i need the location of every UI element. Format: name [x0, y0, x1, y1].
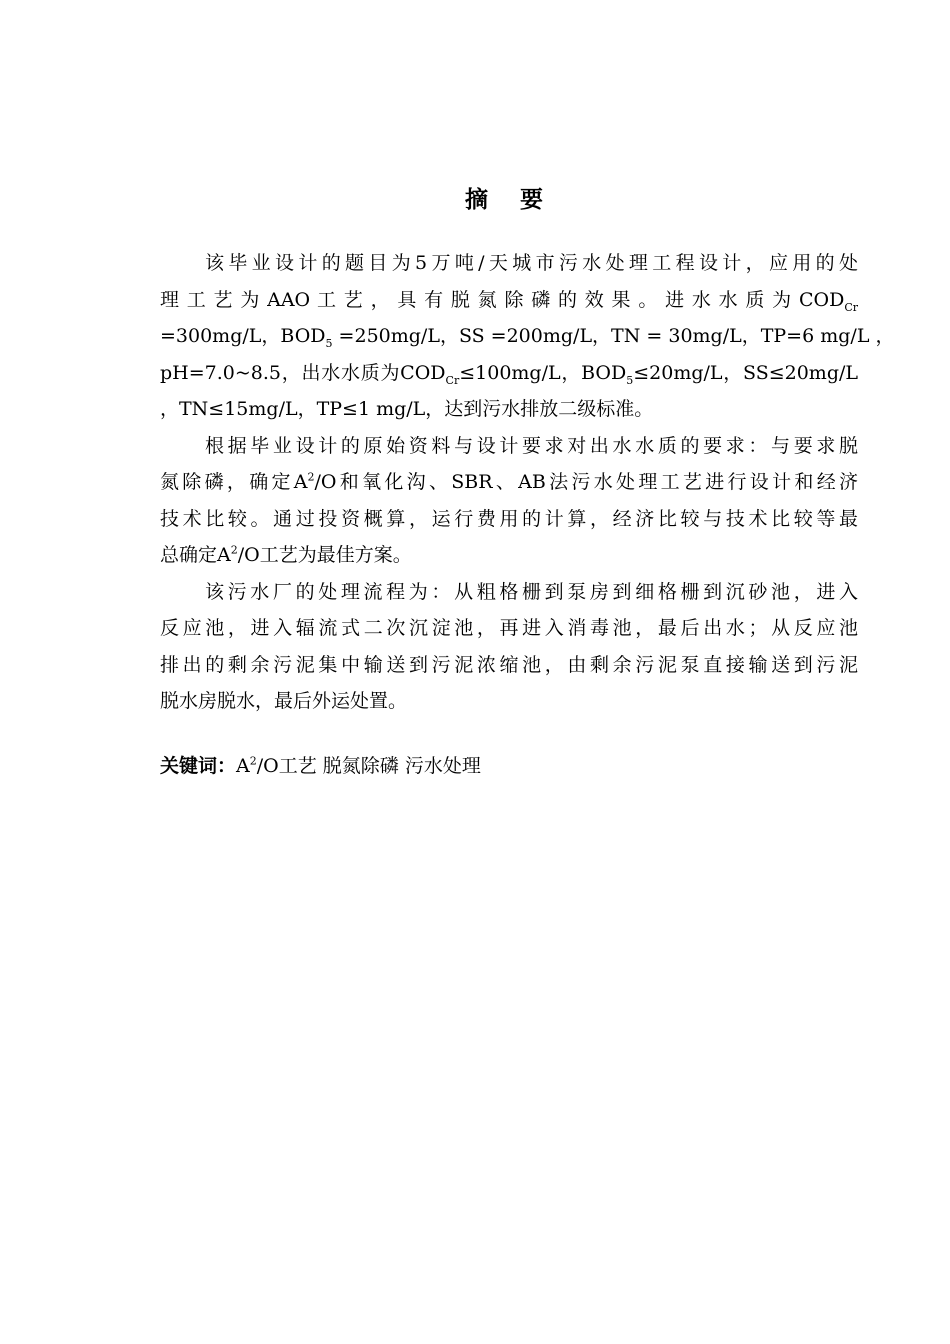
text-run: pH=7.0~8.5，出水水质为COD [160, 361, 446, 384]
text-run: 根据毕业设计的原始资料与设计要求对出水水质的要求：与要求脱 [205, 434, 858, 457]
text-line [160, 610, 858, 647]
abstract-paragraph-2 [160, 428, 858, 574]
text-run: 技术比较。通过投资概算，运行费用的计算，经济比较与技术比较等最 [160, 507, 858, 530]
text-line [160, 245, 858, 282]
text-run: ≤100mg/L，BOD [459, 361, 627, 384]
text-line [160, 391, 858, 428]
superscript: 2 [230, 543, 238, 557]
text-line [160, 355, 858, 392]
text-run: 氮除磷，确定A [160, 471, 308, 493]
text-line [160, 428, 858, 465]
text-run: 总确定A [160, 544, 231, 566]
subscript: Cr [445, 373, 460, 387]
keywords-line [160, 750, 481, 782]
text-line [160, 537, 858, 574]
subscript: 5 [325, 336, 333, 350]
text-run: A [236, 755, 250, 777]
text-run: 理 工 艺 为 AAO 工 艺 ， 具 有 脱 氮 除 磷 的 效 果 。 进 水 水 质 为 COD [160, 288, 845, 311]
text-run: 该毕业设计的题目为5万吨/天城市污水处理工程设计，应用的处 [205, 252, 858, 274]
text-line [160, 464, 858, 501]
subscript: 5 [626, 373, 634, 387]
keywords-label: 关键词： [160, 755, 237, 777]
text-run: ，TN≤15mg/L，TP≤1 mg/L，达到污水排放二级标准。 [160, 398, 654, 420]
text-run: 反应池，进入辐流式二次沉淀池，再进入消毒池，最后出水；从反应池 [160, 617, 858, 639]
text-run: =300mg/L，BOD [160, 325, 326, 347]
page-title: 摘 要 [464, 187, 555, 213]
text-line [160, 282, 858, 319]
text-line [160, 501, 858, 538]
text-run: /O和氧化沟、SBR、AB法污水处理工艺进行设计和经济 [314, 471, 858, 493]
text-run: 脱水房脱水，最后外运处置。 [160, 690, 408, 712]
keyword-1 [236, 755, 317, 777]
abstract-paragraph-3 [160, 574, 858, 720]
text-run: ≤20mg/L，SS≤20mg/L [633, 361, 859, 384]
text-line [160, 683, 858, 720]
text-line [160, 318, 895, 355]
text-run: =250mg/L，SS =200mg/L，TN = 30mg/L，TP=6 mg/L ， [332, 325, 895, 347]
text-line [160, 574, 858, 611]
abstract-body [160, 245, 895, 720]
abstract-paragraph-1 [160, 245, 895, 428]
superscript: 2 [307, 470, 315, 484]
text-run: /O工艺 [256, 755, 317, 777]
text-run: /O工艺为最佳方案。 [237, 544, 412, 566]
text-run: 该污水厂的处理流程为：从粗格栅到泵房到细格栅到沉砂池，进入 [205, 580, 858, 603]
text-line [160, 647, 858, 684]
subscript: Cr [844, 300, 858, 314]
text-run: 排出的剩余污泥集中输送到污泥浓缩池，由剩余污泥泵直接输送到污泥 [160, 653, 858, 676]
keyword-2: 脱氮除磷 [322, 755, 399, 777]
keyword-3: 污水处理 [404, 755, 481, 777]
superscript: 2 [249, 754, 257, 768]
